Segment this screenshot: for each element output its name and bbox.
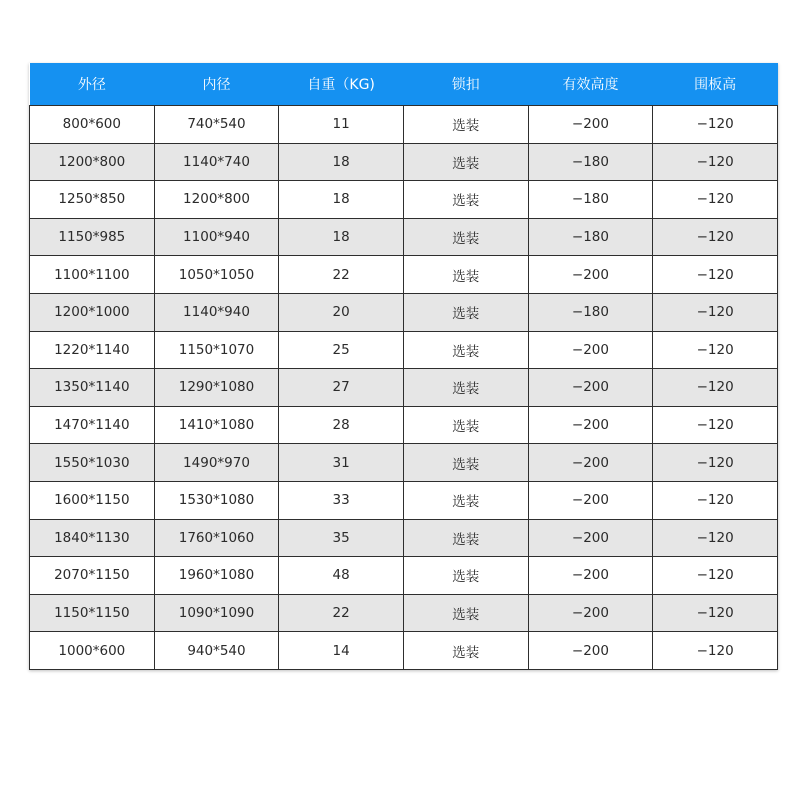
table-cell-self-weight: 18 (279, 218, 404, 256)
table-cell-panel-height: −120 (653, 143, 778, 181)
table-body (30, 106, 778, 670)
table-cell-inner-size: 1100*940 (154, 218, 279, 256)
table-cell-panel-height: −120 (653, 632, 778, 670)
table-cell-effective-height: −200 (528, 519, 653, 557)
table-cell-effective-height: −200 (528, 406, 653, 444)
table-cell-panel-height: −120 (653, 106, 778, 144)
table-cell-effective-height: −200 (528, 369, 653, 407)
table-cell-lock-buckle: 选装 (403, 519, 528, 557)
table-cell-outer-size: 1840*1130 (30, 519, 155, 557)
table-cell-inner-size: 1410*1080 (154, 406, 279, 444)
table-cell-inner-size: 1490*970 (154, 444, 279, 482)
table-cell-self-weight: 25 (279, 331, 404, 369)
table-cell-panel-height: −120 (653, 369, 778, 407)
table-row (30, 594, 778, 632)
table-cell-inner-size: 740*540 (154, 106, 279, 144)
table-row (30, 406, 778, 444)
table-cell-lock-buckle: 选装 (403, 143, 528, 181)
table-cell-self-weight: 18 (279, 143, 404, 181)
column-header-outer-size: 外径 (30, 63, 155, 106)
table-row (30, 293, 778, 331)
table-cell-effective-height: −200 (528, 444, 653, 482)
table-cell-outer-size: 1200*1000 (30, 293, 155, 331)
column-header-lock-buckle: 锁扣 (403, 63, 528, 106)
table-cell-inner-size: 1050*1050 (154, 256, 279, 294)
table-cell-outer-size: 1350*1140 (30, 369, 155, 407)
table-cell-panel-height: −120 (653, 594, 778, 632)
table-cell-self-weight: 48 (279, 557, 404, 595)
table-cell-outer-size: 1150*985 (30, 218, 155, 256)
table-cell-lock-buckle: 选装 (403, 632, 528, 670)
table-row (30, 444, 778, 482)
table-cell-lock-buckle: 选装 (403, 331, 528, 369)
table-row (30, 369, 778, 407)
table-cell-effective-height: −180 (528, 293, 653, 331)
table-cell-self-weight: 20 (279, 293, 404, 331)
table-cell-self-weight: 18 (279, 181, 404, 219)
table-row (30, 256, 778, 294)
table-cell-lock-buckle: 选装 (403, 481, 528, 519)
table-row (30, 106, 778, 144)
table-cell-outer-size: 1150*1150 (30, 594, 155, 632)
table-cell-effective-height: −200 (528, 331, 653, 369)
table-cell-outer-size: 2070*1150 (30, 557, 155, 595)
table-cell-outer-size: 1220*1140 (30, 331, 155, 369)
table-cell-outer-size: 1600*1150 (30, 481, 155, 519)
table-cell-lock-buckle: 选装 (403, 218, 528, 256)
table-cell-inner-size: 940*540 (154, 632, 279, 670)
table-cell-lock-buckle: 选装 (403, 369, 528, 407)
table-cell-panel-height: −120 (653, 331, 778, 369)
table-row (30, 519, 778, 557)
table-cell-inner-size: 1960*1080 (154, 557, 279, 595)
column-header-panel-height: 围板高 (653, 63, 778, 106)
table-cell-effective-height: −180 (528, 181, 653, 219)
table-cell-panel-height: −120 (653, 181, 778, 219)
table-cell-inner-size: 1140*740 (154, 143, 279, 181)
table-cell-outer-size: 1550*1030 (30, 444, 155, 482)
table-cell-outer-size: 1250*850 (30, 181, 155, 219)
column-header-inner-size: 内径 (154, 63, 279, 106)
table-row (30, 181, 778, 219)
table-cell-self-weight: 35 (279, 519, 404, 557)
table-cell-inner-size: 1140*940 (154, 293, 279, 331)
table-cell-self-weight: 28 (279, 406, 404, 444)
table-header (30, 63, 778, 106)
table-cell-lock-buckle: 选装 (403, 444, 528, 482)
table-cell-panel-height: −120 (653, 557, 778, 595)
table-cell-panel-height: −120 (653, 406, 778, 444)
table-cell-outer-size: 1000*600 (30, 632, 155, 670)
table-cell-outer-size: 1100*1100 (30, 256, 155, 294)
table-cell-panel-height: −120 (653, 256, 778, 294)
table-cell-outer-size: 1200*800 (30, 143, 155, 181)
table-cell-self-weight: 31 (279, 444, 404, 482)
table-row (30, 557, 778, 595)
table-cell-inner-size: 1530*1080 (154, 481, 279, 519)
table-cell-lock-buckle: 选装 (403, 594, 528, 632)
table-cell-inner-size: 1150*1070 (154, 331, 279, 369)
table-cell-panel-height: −120 (653, 293, 778, 331)
table-cell-outer-size: 800*600 (30, 106, 155, 144)
table-row (30, 632, 778, 670)
table-cell-panel-height: −120 (653, 218, 778, 256)
spec-table (29, 63, 778, 670)
table-cell-effective-height: −180 (528, 143, 653, 181)
table-cell-outer-size: 1470*1140 (30, 406, 155, 444)
table-cell-self-weight: 14 (279, 632, 404, 670)
table-cell-inner-size: 1760*1060 (154, 519, 279, 557)
table-cell-inner-size: 1090*1090 (154, 594, 279, 632)
table-row (30, 331, 778, 369)
table-row (30, 218, 778, 256)
table-cell-self-weight: 22 (279, 256, 404, 294)
table-cell-lock-buckle: 选装 (403, 106, 528, 144)
table-cell-effective-height: −180 (528, 218, 653, 256)
table-cell-inner-size: 1290*1080 (154, 369, 279, 407)
table-row (30, 143, 778, 181)
table-cell-self-weight: 11 (279, 106, 404, 144)
table-cell-effective-height: −200 (528, 594, 653, 632)
table-cell-effective-height: −200 (528, 557, 653, 595)
table-cell-panel-height: −120 (653, 481, 778, 519)
table-cell-self-weight: 22 (279, 594, 404, 632)
table-cell-effective-height: −200 (528, 106, 653, 144)
table-cell-lock-buckle: 选装 (403, 557, 528, 595)
column-header-self-weight: 自重（KG) (279, 63, 404, 106)
table-row (30, 481, 778, 519)
table-cell-panel-height: −120 (653, 444, 778, 482)
header-row (30, 63, 778, 106)
table-cell-lock-buckle: 选装 (403, 406, 528, 444)
table-cell-lock-buckle: 选装 (403, 181, 528, 219)
table-cell-effective-height: −200 (528, 256, 653, 294)
table-cell-effective-height: −200 (528, 481, 653, 519)
table-cell-lock-buckle: 选装 (403, 256, 528, 294)
table-cell-effective-height: −200 (528, 632, 653, 670)
table-cell-lock-buckle: 选装 (403, 293, 528, 331)
table-cell-panel-height: −120 (653, 519, 778, 557)
table-cell-inner-size: 1200*800 (154, 181, 279, 219)
table-cell-self-weight: 33 (279, 481, 404, 519)
column-header-effective-height: 有效高度 (528, 63, 653, 106)
table-cell-self-weight: 27 (279, 369, 404, 407)
